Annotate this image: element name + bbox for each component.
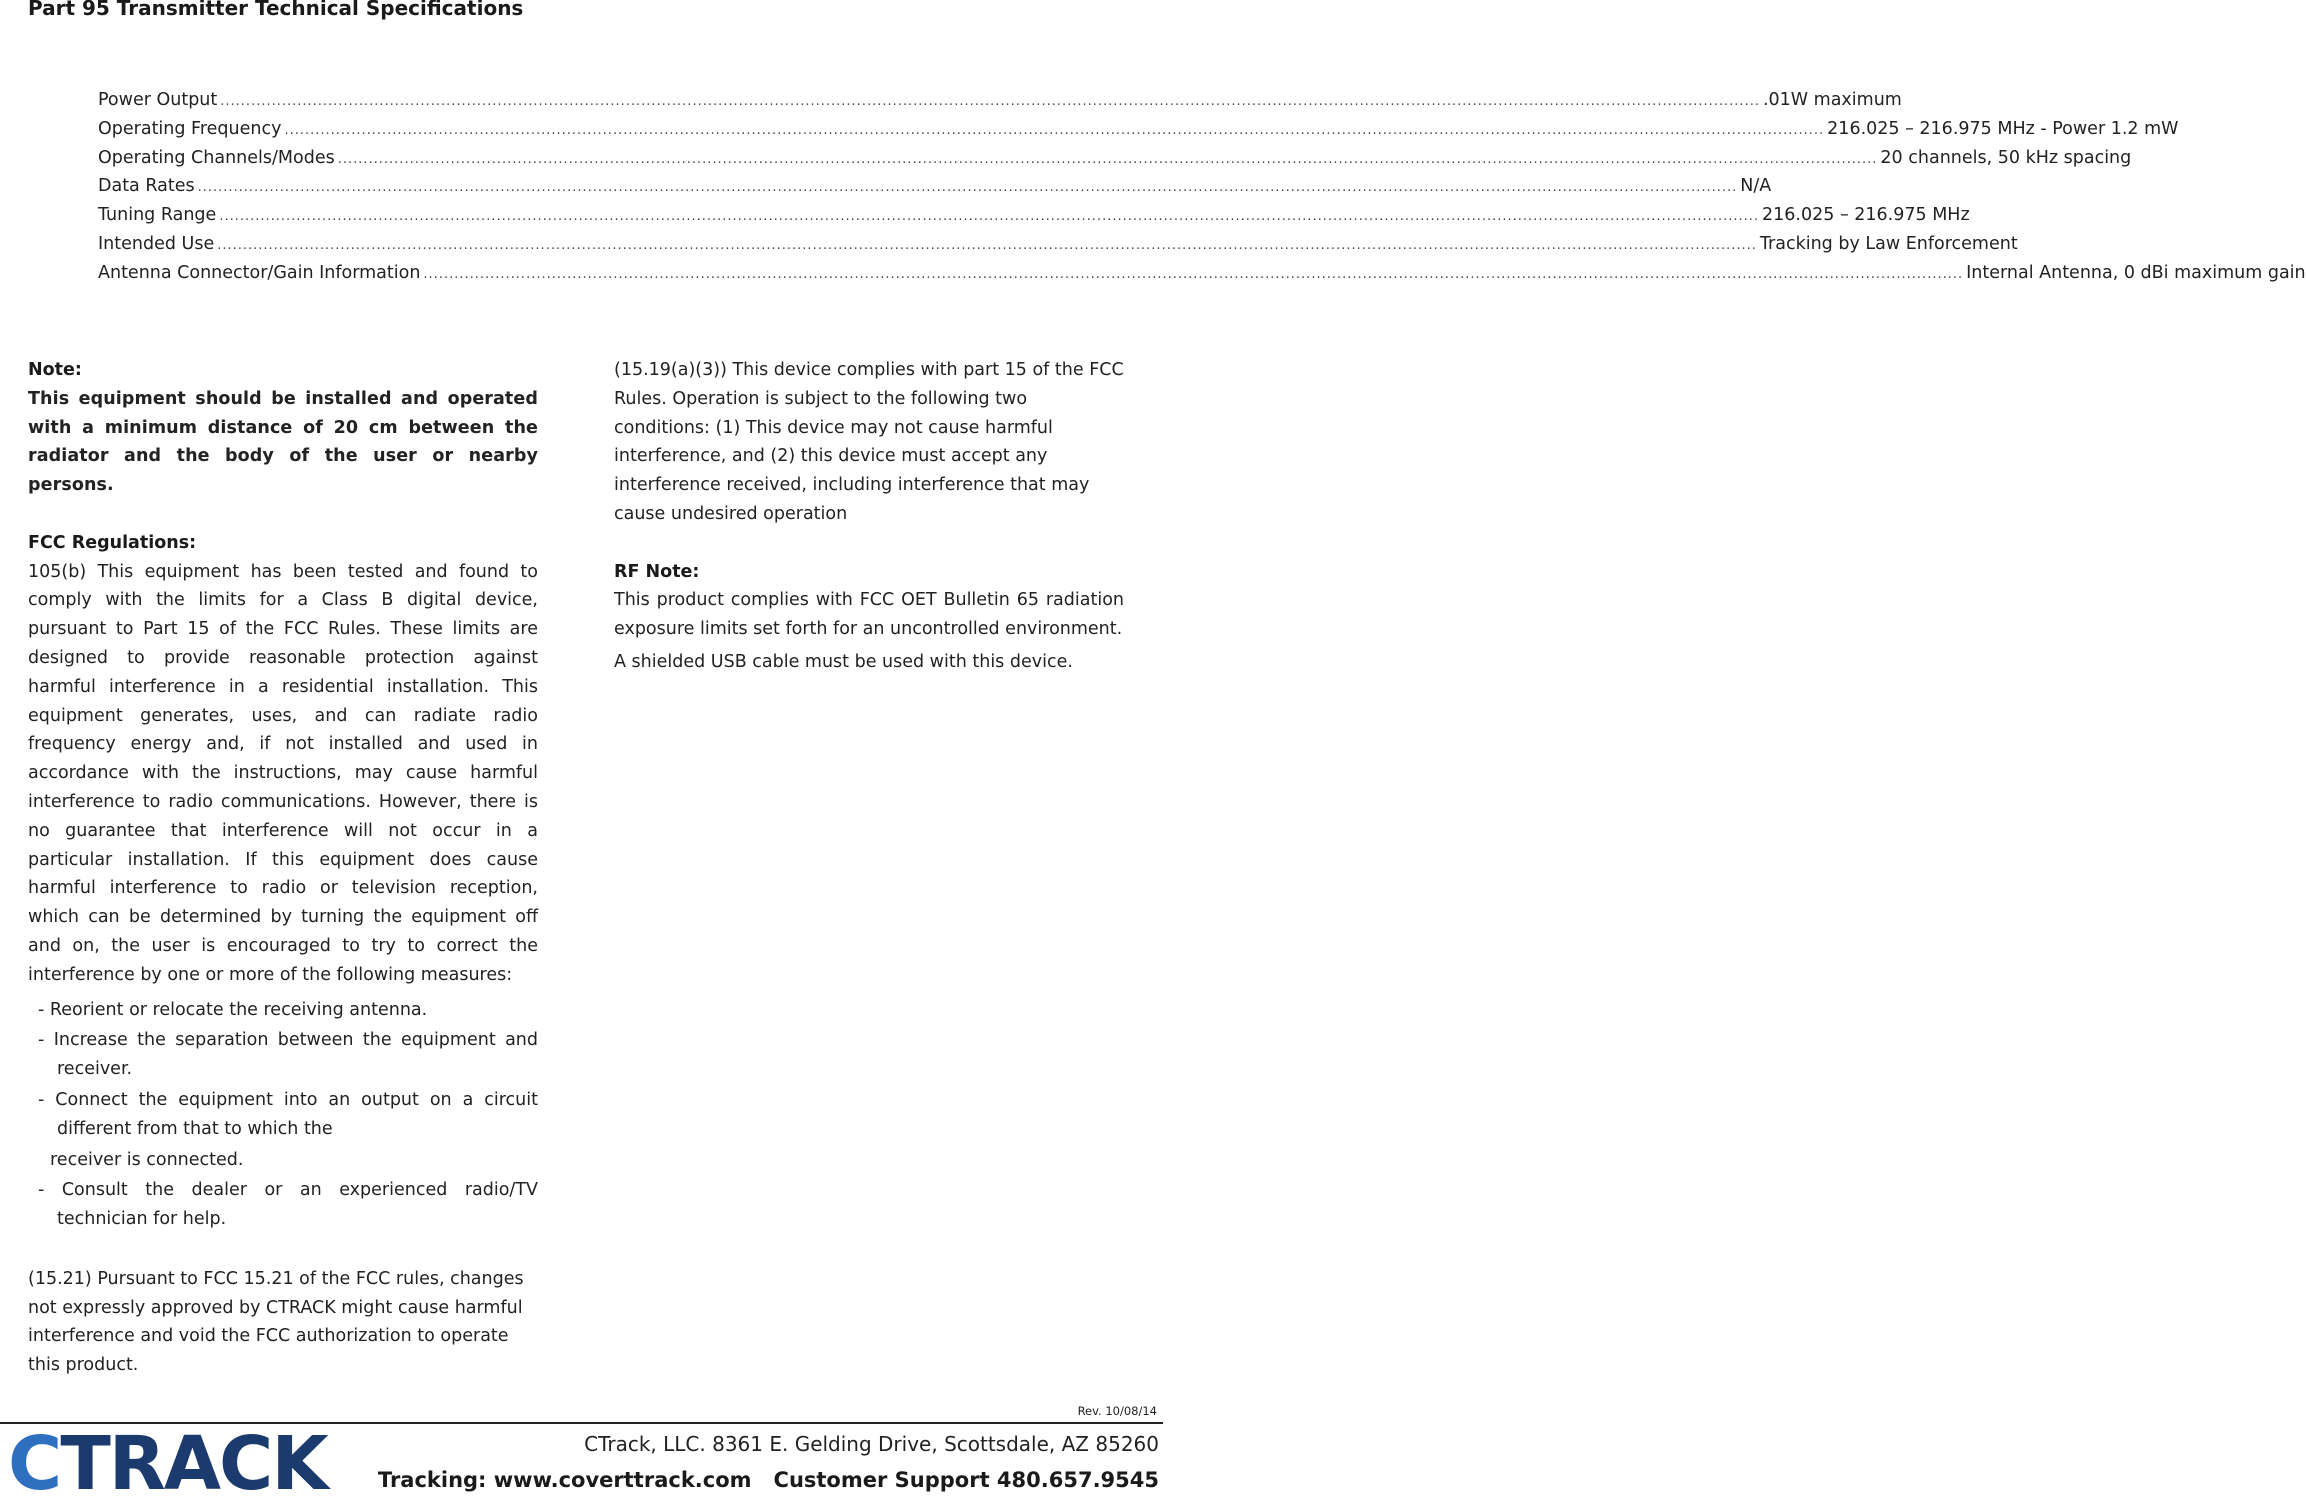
spec-row-tuning-range — [98, 201, 1970, 230]
list-item: - Reorient or relocate the receiving antenna. — [38, 999, 428, 1020]
support-phone: Customer Support 480.657.9545 — [773, 1468, 1159, 1492]
ctrack-logo — [8, 1421, 327, 1507]
spec-label: Intended Use — [98, 233, 215, 254]
list-item: - Connect the equipment into an output on a circuit different from that to which the — [38, 1089, 538, 1139]
dot-leader: ............................................................................................................................................................................................................................................................................................................ — [219, 209, 1760, 225]
spec-label: Operating Frequency — [98, 118, 282, 139]
revision-label: Rev. 10/08/14 — [1077, 1404, 1157, 1418]
list-item: receiver is connected. — [50, 1149, 244, 1170]
note-text: This equipment should be installed and operated with a minimum distance of 20 cm between the radiator and the body of the user or nearby persons. — [28, 388, 538, 496]
spec-value: N/A — [1740, 176, 1772, 197]
spec-value: 20 channels, 50 kHz spacing — [1880, 147, 2132, 168]
left-column — [28, 356, 538, 1380]
contact-line — [378, 1468, 1159, 1492]
compliance-text: (15.19(a)(3)) This device complies with part 15 of the FCC Rules. Operation is subject to the following two conditions: (1) This device may not cause harmful interference, and (2) this device must accept any interference received, including interference that may cause undesired operation — [614, 360, 1124, 524]
section-15-21: (15.21) Pursuant to FCC 15.21 of the FCC rules, changes not expressly approved by CTRACK might cause harmful interference and void the FCC authorization to operate this product. — [28, 1268, 524, 1376]
dot-leader: ............................................................................................................................................................................................................................................................................................................ — [217, 237, 1757, 253]
dot-leader: ............................................................................................................................................................................................................................................................................................................ — [284, 122, 1825, 138]
spec-label: Operating Channels/Modes — [98, 147, 335, 168]
fcc-heading: FCC Regulations: — [28, 532, 197, 553]
list-item: - Consult the dealer or an experienced radio/TV technician for help. — [38, 1180, 538, 1230]
right-column — [614, 356, 1124, 677]
note-heading: Note: — [28, 360, 82, 380]
spec-label: Power Output — [98, 90, 218, 110]
dot-leader: ............................................................................................................................................................................................................................................................................................................ — [423, 266, 1964, 282]
spec-table — [98, 86, 2306, 288]
spec-row-operating-frequency — [98, 115, 2179, 144]
measures-list — [28, 996, 538, 1234]
spec-label: Antenna Connector/Gain Information — [98, 262, 421, 283]
dot-leader: ............................................................................................................................................................................................................................................................................................................ — [197, 180, 1738, 196]
spec-row-channels-modes — [98, 144, 2132, 173]
page-title: Part 95 Transmitter Technical Specifications — [28, 0, 524, 20]
spec-value: Internal Antenna, 0 dBi maximum gain — [1966, 262, 2306, 283]
spec-row-data-rates — [98, 172, 1772, 201]
rf-text: This product complies with FCC OET Bulletin 65 radiation exposure limits set forth for an uncontrolled environment. — [614, 590, 1124, 640]
spec-value: 216.025 – 216.975 MHz - Power 1.2 mW — [1827, 118, 2179, 139]
tracking-link[interactable]: Tracking: www.coverttrack.com — [377, 1468, 752, 1492]
spec-value: .01W maximum — [1762, 90, 1902, 110]
spec-value: Tracking by Law Enforcement — [1759, 233, 2018, 254]
logo-c: C — [8, 1421, 61, 1507]
dot-leader: ............................................................................................................................................................................................................................................................................................................ — [337, 151, 1878, 167]
usb-note: A shielded USB cable must be used with this device. — [614, 651, 1073, 672]
spec-label: Data Rates — [98, 176, 195, 197]
dot-leader: ............................................................................................................................................................................................................................................................................................................ — [220, 94, 1760, 109]
spec-value: 216.025 – 216.975 MHz — [1762, 205, 1970, 226]
spec-label: Tuning Range — [98, 205, 217, 226]
list-item: - Increase the separation between the equipment and receiver. — [38, 1030, 538, 1080]
spec-row-intended-use — [98, 230, 2018, 259]
spec-row-antenna — [98, 259, 2306, 288]
logo-text: TRACK — [60, 1421, 327, 1507]
spec-row-power-output — [98, 86, 1902, 115]
fcc-text: 105(b) This equipment has been tested and found to comply with the limits for a Class B digital device, pursuant to Part 15 of the FCC Rules. These limits are designed to provide reasonable protection against harmful interference in a residential installation. This equipment generates, uses, and can radiate radio frequency energy and, if not installed and used in accordance with the instructions, may cause harmful interference to radio communications. However, there is no guarantee that interference will not occur in a particular installation. If this equipment does cause harmful interference to radio or television reception, which can be determined by turning the equipment off and on, the user is encouraged to try to correct the interference by one or more of the following measures: — [28, 561, 538, 985]
company-address: CTrack, LLC. 8361 E. Gelding Drive, Scottsdale, AZ 85260 — [584, 1432, 1159, 1456]
rf-heading: RF Note: — [614, 561, 700, 582]
